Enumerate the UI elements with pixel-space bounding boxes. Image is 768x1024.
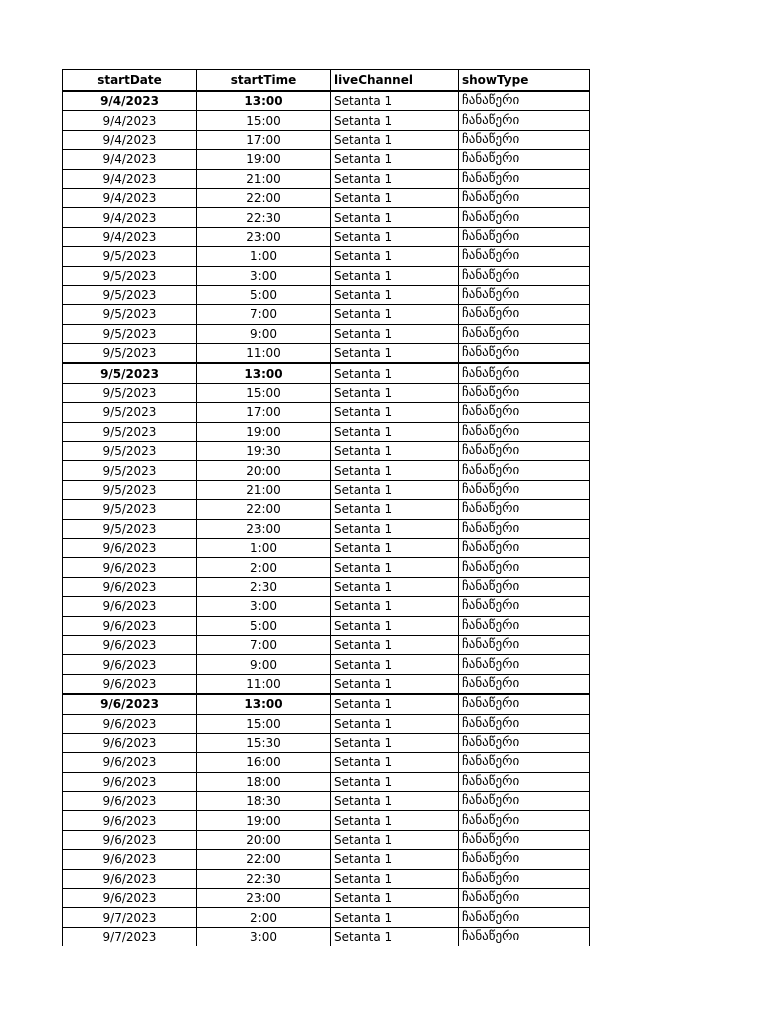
cell-live-channel: Setanta 1 [331,363,459,383]
cell-start-date: 9/6/2023 [63,694,197,714]
table-row [63,597,590,616]
cell-live-channel: Setanta 1 [331,461,459,480]
cell-start-time: 22:00 [197,188,331,207]
cell-show-type: ჩანაწერი [459,324,590,343]
cell-start-date: 9/4/2023 [63,150,197,169]
cell-live-channel: Setanta 1 [331,403,459,422]
table-row [63,694,590,714]
table-row [63,500,590,519]
table-row [63,811,590,830]
cell-start-date: 9/6/2023 [63,733,197,752]
cell-start-time: 13:00 [197,91,331,111]
cell-show-type: ჩანაწერი [459,247,590,266]
cell-start-date: 9/6/2023 [63,869,197,888]
cell-show-type: ჩანაწერი [459,169,590,188]
cell-show-type: ჩანაწერი [459,130,590,149]
cell-start-time: 13:00 [197,363,331,383]
cell-show-type: ჩანაწერი [459,655,590,674]
table-row [63,889,590,908]
cell-start-date: 9/6/2023 [63,558,197,577]
cell-start-date: 9/5/2023 [63,403,197,422]
table-row [63,616,590,635]
cell-live-channel: Setanta 1 [331,208,459,227]
cell-start-time: 16:00 [197,753,331,772]
column-header-showtype: showType [459,70,590,92]
cell-start-time: 11:00 [197,344,331,364]
cell-start-date: 9/5/2023 [63,285,197,304]
cell-start-date: 9/4/2023 [63,111,197,130]
table-row [63,830,590,849]
cell-show-type: ჩანაწერი [459,733,590,752]
table-row [63,442,590,461]
cell-start-date: 9/4/2023 [63,91,197,111]
table-row [63,753,590,772]
cell-start-time: 19:00 [197,150,331,169]
cell-start-date: 9/7/2023 [63,908,197,927]
cell-start-time: 2:00 [197,908,331,927]
table-row [63,792,590,811]
table-row [63,558,590,577]
cell-start-time: 19:30 [197,442,331,461]
table-row [63,305,590,324]
cell-show-type: ჩანაწერი [459,480,590,499]
table-row [63,208,590,227]
cell-start-date: 9/4/2023 [63,169,197,188]
cell-live-channel: Setanta 1 [331,227,459,246]
table-row [63,674,590,694]
cell-live-channel: Setanta 1 [331,597,459,616]
cell-show-type: ჩანაწერი [459,403,590,422]
cell-start-date: 9/6/2023 [63,792,197,811]
cell-live-channel: Setanta 1 [331,91,459,111]
table-row [63,635,590,654]
table-row [63,247,590,266]
table-row [63,772,590,791]
cell-live-channel: Setanta 1 [331,792,459,811]
cell-live-channel: Setanta 1 [331,655,459,674]
cell-start-time: 9:00 [197,324,331,343]
cell-show-type: ჩანაწერი [459,383,590,402]
cell-start-date: 9/5/2023 [63,383,197,402]
cell-start-date: 9/4/2023 [63,208,197,227]
cell-start-time: 17:00 [197,403,331,422]
cell-start-date: 9/6/2023 [63,753,197,772]
cell-show-type: ჩანაწერი [459,266,590,285]
cell-live-channel: Setanta 1 [331,500,459,519]
cell-show-type: ჩანაწერი [459,208,590,227]
cell-start-date: 9/6/2023 [63,577,197,596]
table-row [63,150,590,169]
table-row [63,733,590,752]
table-row [63,188,590,207]
table-row [63,130,590,149]
cell-live-channel: Setanta 1 [331,285,459,304]
cell-start-time: 19:00 [197,811,331,830]
cell-start-date: 9/7/2023 [63,927,197,946]
cell-live-channel: Setanta 1 [331,266,459,285]
table-row [63,169,590,188]
table-row [63,111,590,130]
table-body [63,91,590,946]
cell-start-date: 9/6/2023 [63,655,197,674]
column-header-starttime: startTime [197,70,331,92]
table-row [63,227,590,246]
cell-start-date: 9/5/2023 [63,363,197,383]
cell-start-date: 9/6/2023 [63,850,197,869]
cell-start-time: 22:00 [197,850,331,869]
cell-start-time: 13:00 [197,694,331,714]
cell-live-channel: Setanta 1 [331,927,459,946]
cell-live-channel: Setanta 1 [331,694,459,714]
cell-show-type: ჩანაწერი [459,597,590,616]
table-row [63,363,590,383]
table-row [63,655,590,674]
cell-start-date: 9/6/2023 [63,635,197,654]
cell-start-date: 9/6/2023 [63,616,197,635]
cell-start-time: 11:00 [197,674,331,694]
cell-start-date: 9/5/2023 [63,442,197,461]
table-row [63,324,590,343]
cell-show-type: ჩანაწერი [459,227,590,246]
cell-live-channel: Setanta 1 [331,850,459,869]
cell-live-channel: Setanta 1 [331,616,459,635]
table-row [63,519,590,538]
table-row [63,480,590,499]
cell-start-time: 20:00 [197,461,331,480]
cell-start-date: 9/5/2023 [63,480,197,499]
cell-live-channel: Setanta 1 [331,772,459,791]
table-row [63,344,590,364]
cell-start-time: 18:00 [197,772,331,791]
cell-start-time: 3:00 [197,927,331,946]
cell-show-type: ჩანაწერი [459,792,590,811]
cell-start-time: 22:30 [197,208,331,227]
schedule-table [62,69,590,946]
table-row [63,908,590,927]
cell-start-time: 2:00 [197,558,331,577]
cell-live-channel: Setanta 1 [331,889,459,908]
cell-start-time: 23:00 [197,519,331,538]
cell-show-type: ჩანაწერი [459,363,590,383]
cell-start-time: 15:30 [197,733,331,752]
cell-start-date: 9/5/2023 [63,422,197,441]
cell-start-date: 9/6/2023 [63,811,197,830]
cell-start-date: 9/6/2023 [63,889,197,908]
cell-show-type: ჩანაწერი [459,850,590,869]
cell-show-type: ჩანაწერი [459,714,590,733]
cell-start-date: 9/5/2023 [63,344,197,364]
cell-show-type: ჩანაწერი [459,422,590,441]
table-row [63,850,590,869]
cell-show-type: ჩანაწერი [459,811,590,830]
table-row [63,927,590,946]
cell-live-channel: Setanta 1 [331,247,459,266]
table-row [63,403,590,422]
cell-live-channel: Setanta 1 [331,324,459,343]
cell-live-channel: Setanta 1 [331,635,459,654]
cell-show-type: ჩანაწერი [459,635,590,654]
schedule-sheet [62,69,589,946]
header-row [63,70,590,92]
cell-start-time: 2:30 [197,577,331,596]
cell-show-type: ჩანაწერი [459,869,590,888]
cell-start-date: 9/5/2023 [63,461,197,480]
cell-live-channel: Setanta 1 [331,753,459,772]
table-row [63,538,590,557]
cell-live-channel: Setanta 1 [331,674,459,694]
cell-live-channel: Setanta 1 [331,733,459,752]
cell-start-time: 23:00 [197,227,331,246]
cell-show-type: ჩანაწერი [459,674,590,694]
cell-start-date: 9/6/2023 [63,597,197,616]
cell-start-time: 3:00 [197,266,331,285]
cell-start-time: 17:00 [197,130,331,149]
cell-show-type: ჩანაწერი [459,91,590,111]
cell-live-channel: Setanta 1 [331,908,459,927]
table-row [63,714,590,733]
cell-show-type: ჩანაწერი [459,150,590,169]
cell-live-channel: Setanta 1 [331,811,459,830]
cell-show-type: ჩანაწერი [459,889,590,908]
cell-show-type: ჩანაწერი [459,908,590,927]
cell-show-type: ჩანაწერი [459,772,590,791]
cell-show-type: ჩანაწერი [459,577,590,596]
column-header-startdate: startDate [63,70,197,92]
cell-live-channel: Setanta 1 [331,150,459,169]
cell-start-date: 9/6/2023 [63,538,197,557]
table-row [63,869,590,888]
cell-start-date: 9/4/2023 [63,130,197,149]
cell-live-channel: Setanta 1 [331,422,459,441]
table-row [63,285,590,304]
cell-live-channel: Setanta 1 [331,111,459,130]
cell-show-type: ჩანაწერი [459,519,590,538]
cell-live-channel: Setanta 1 [331,305,459,324]
cell-start-date: 9/6/2023 [63,714,197,733]
cell-show-type: ჩანაწერი [459,461,590,480]
cell-start-time: 23:00 [197,889,331,908]
cell-start-time: 9:00 [197,655,331,674]
cell-show-type: ჩანაწერი [459,927,590,946]
cell-live-channel: Setanta 1 [331,519,459,538]
cell-live-channel: Setanta 1 [331,869,459,888]
cell-start-time: 1:00 [197,538,331,557]
cell-start-time: 15:00 [197,111,331,130]
cell-start-time: 7:00 [197,305,331,324]
cell-start-time: 18:30 [197,792,331,811]
cell-show-type: ჩანაწერი [459,188,590,207]
cell-start-date: 9/5/2023 [63,305,197,324]
cell-show-type: ჩანაწერი [459,442,590,461]
cell-live-channel: Setanta 1 [331,188,459,207]
cell-live-channel: Setanta 1 [331,169,459,188]
cell-show-type: ჩანაწერი [459,830,590,849]
cell-start-date: 9/4/2023 [63,227,197,246]
cell-start-time: 15:00 [197,383,331,402]
cell-start-time: 22:00 [197,500,331,519]
cell-live-channel: Setanta 1 [331,442,459,461]
cell-start-time: 15:00 [197,714,331,733]
cell-live-channel: Setanta 1 [331,538,459,557]
cell-live-channel: Setanta 1 [331,558,459,577]
cell-live-channel: Setanta 1 [331,577,459,596]
cell-show-type: ჩანაწერი [459,344,590,364]
column-header-livechannel: liveChannel [331,70,459,92]
cell-start-date: 9/5/2023 [63,519,197,538]
cell-live-channel: Setanta 1 [331,130,459,149]
cell-start-time: 20:00 [197,830,331,849]
cell-start-time: 7:00 [197,635,331,654]
table-row [63,577,590,596]
cell-show-type: ჩანაწერი [459,616,590,635]
cell-start-time: 3:00 [197,597,331,616]
cell-start-time: 5:00 [197,616,331,635]
table-row [63,91,590,111]
cell-start-time: 22:30 [197,869,331,888]
cell-start-date: 9/6/2023 [63,772,197,791]
cell-show-type: ჩანაწერი [459,305,590,324]
cell-live-channel: Setanta 1 [331,344,459,364]
table-row [63,266,590,285]
cell-show-type: ჩანაწერი [459,500,590,519]
cell-start-date: 9/5/2023 [63,500,197,519]
cell-start-time: 21:00 [197,480,331,499]
cell-start-time: 5:00 [197,285,331,304]
cell-live-channel: Setanta 1 [331,714,459,733]
cell-show-type: ჩანაწერი [459,538,590,557]
cell-start-time: 19:00 [197,422,331,441]
cell-show-type: ჩანაწერი [459,111,590,130]
cell-start-date: 9/6/2023 [63,830,197,849]
cell-start-date: 9/5/2023 [63,266,197,285]
cell-start-date: 9/6/2023 [63,674,197,694]
cell-live-channel: Setanta 1 [331,830,459,849]
cell-start-date: 9/5/2023 [63,247,197,266]
cell-show-type: ჩანაწერი [459,558,590,577]
cell-show-type: ჩანაწერი [459,753,590,772]
table-row [63,383,590,402]
cell-start-date: 9/4/2023 [63,188,197,207]
cell-start-date: 9/5/2023 [63,324,197,343]
cell-show-type: ჩანაწერი [459,694,590,714]
cell-start-time: 1:00 [197,247,331,266]
table-row [63,422,590,441]
table-row [63,461,590,480]
cell-start-time: 21:00 [197,169,331,188]
cell-show-type: ჩანაწერი [459,285,590,304]
cell-live-channel: Setanta 1 [331,480,459,499]
cell-live-channel: Setanta 1 [331,383,459,402]
